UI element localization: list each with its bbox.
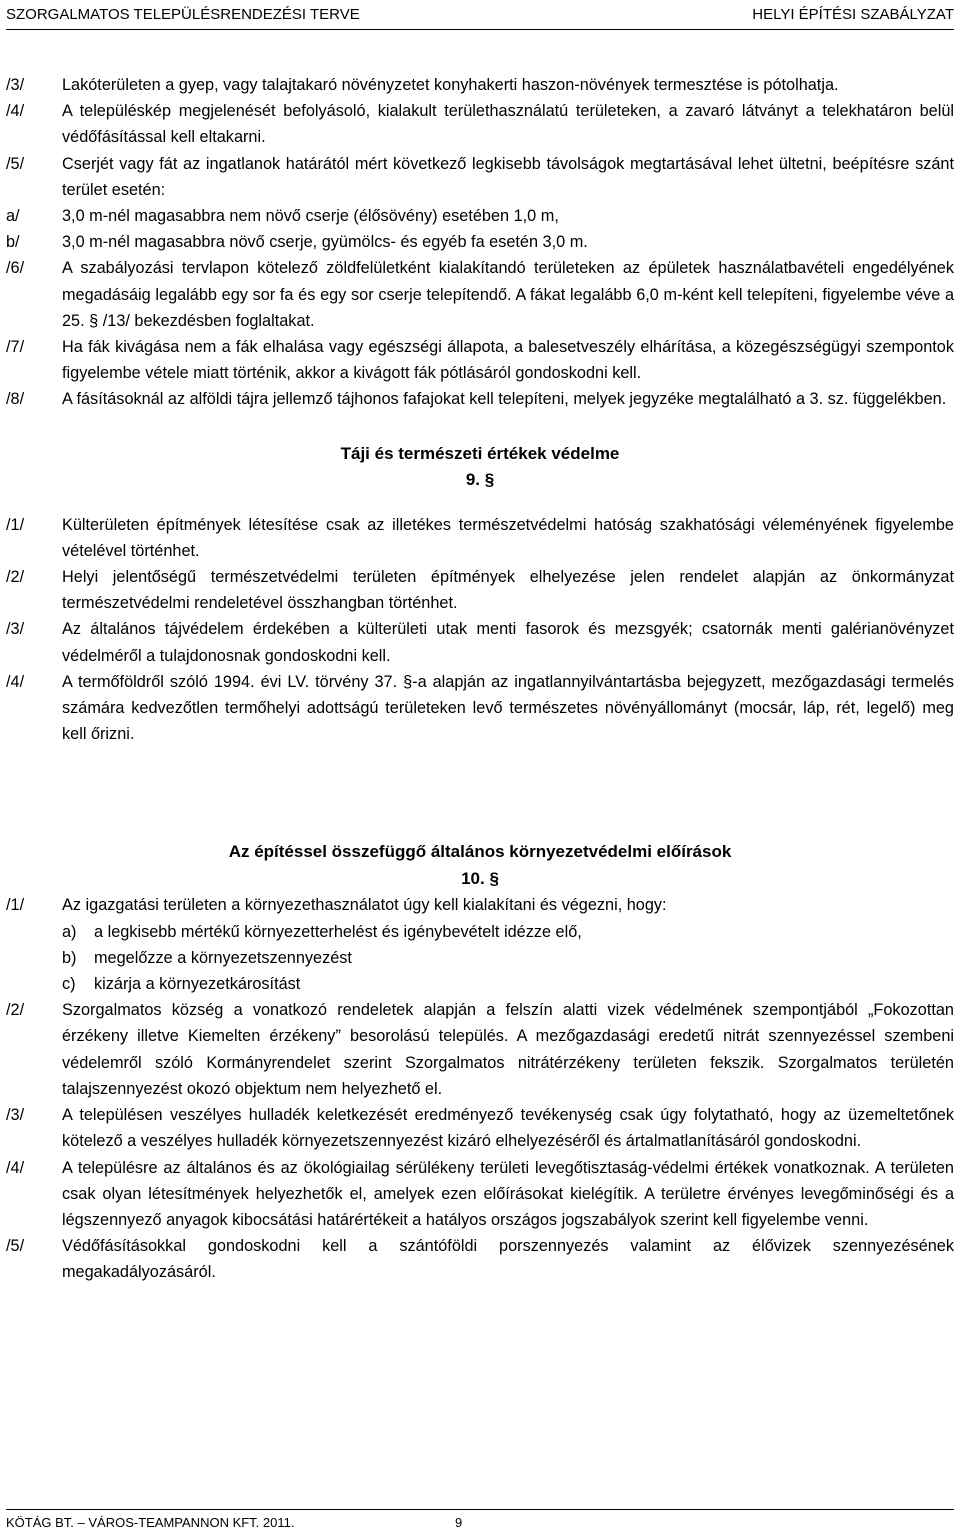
paragraph-text: Lakóterületen a gyep, vagy talajtakaró növényzetet konyhakerti haszon-növények termesztése is pótolhatja. — [62, 76, 839, 94]
paragraph-text: A fásításoknál az alföldi tájra jellemző tájhonos fafajokat kell telepíteni, melyek jegyzéke megtalálható a 3. sz. függelékben. — [62, 390, 947, 409]
list-item — [6, 229, 954, 255]
document-body — [6, 72, 954, 1286]
list-item-label: a) — [62, 922, 77, 941]
paragraph-number: /4/ — [6, 672, 25, 691]
paragraph-number: /5/ — [6, 154, 25, 173]
paragraph-number: /4/ — [6, 102, 25, 121]
paragraph-7 — [6, 334, 954, 386]
paragraph-5 — [6, 151, 954, 203]
section-9-paragraph-1 — [6, 512, 954, 564]
list-item-text: a legkisebb mértékű környezetterhelést és igénybevételt idézze elő, — [94, 922, 582, 941]
paragraph-text: Az általános tájvédelem érdekében a külterületi utak menti fasorok és mezsgyék; csatornák menti galérianövényzet védelméről a tulajdonosnak gondoskodni kell. — [62, 620, 954, 665]
footer-company-credit: KÖTÁG BT. – VÁROS-TEAMPANNON KFT. 2011. — [6, 1515, 295, 1530]
paragraph-text: A szabályozási tervlapon kötelező zöldfelületként kialakítandó területeken az épületek használatbavételi engedélyének megadásáig legalább egy sor fa és egy sor cserje telepítendő. A fákat legalább 6,0 m-ként kell telepíteni, figyelembe véve a 25. § /13/ bekezdésben foglaltakat. — [62, 259, 954, 330]
list-item — [6, 971, 954, 997]
paragraph-text: A településre az általános és az ökológiailag sérülékeny területi levegőtisztaság-védelmi értékek vonatkoznak. A területen csak olyan létesítmények helyezhetők el, amelyek ezen előírásokat kielégítik. A területre érvényes levegőminőségi és a légszennyező anyagok kibocsátási határértékeit a hatályos országos jogszabályok szerint kell figyelembe venni. — [62, 1158, 954, 1229]
section-10-paragraph-3 — [6, 1102, 954, 1154]
paragraph-text: Helyi jelentőségű természetvédelmi területen építmények elhelyezése jelen rendelet alapján az önkormányzat természetvédelmi rendeletével összhangban történhet. — [62, 568, 954, 613]
header-document-title: SZORGALMATOS TELEPÜLÉSRENDEZÉSI TERVE — [6, 6, 360, 23]
paragraph-number: /2/ — [6, 568, 25, 587]
paragraph-text: A településen veszélyes hulladék keletkezését eredményező tevékenység csak úgy folytatható, hogy az üzemeltetőnek kötelező a veszélyes hulladék környezetszennyezést kizáró elhelyezéséről és ártalmatlanításáról gondoskodni. — [62, 1106, 954, 1151]
section-10-paragraph-2 — [6, 997, 954, 1102]
paragraph-number: /5/ — [6, 1237, 25, 1256]
list-item-label: b/ — [6, 233, 20, 252]
section-9-paragraph-3 — [6, 616, 954, 668]
section-10-paragraph-1-list — [6, 919, 954, 998]
list-item — [6, 919, 954, 945]
paragraph-number: /8/ — [6, 390, 25, 409]
list-item-text: 3,0 m-nél magasabbra nem növő cserje (élősövény) esetében 1,0 m, — [62, 207, 559, 226]
paragraph-4 — [6, 98, 954, 150]
paragraph-text: Védőfásításokkal gondoskodni kell a szántóföldi porszennyezés valamint az élővizek szennyezésének megakadályozásáról. — [62, 1237, 954, 1282]
section-9-title: Táji és természeti értékek védelme — [340, 443, 620, 463]
section-10-paragraph-1 — [6, 892, 954, 918]
paragraph-number: /3/ — [6, 620, 25, 639]
page-header — [6, 0, 954, 30]
paragraph-number: /1/ — [6, 896, 25, 915]
list-item — [6, 203, 954, 229]
section-10-number: 10. § — [461, 868, 499, 888]
list-item-text: 3,0 m-nél magasabbra növő cserje, gyümölcs- és egyéb fa esetén 3,0 m. — [62, 233, 588, 252]
paragraph-text: Szorgalmatos község a vonatkozó rendeletek alapján a felszín alatti vizek védelmének szempontjából „Fokozottan érzékeny illetve Kiemelten érzékeny” besorolású település. A mezőgazdasági eredetű nitrát szennyezéssel szembeni védelemről szóló Kormányrendelet szerint Szorgalmatos nitrátérzékeny területen fekszik. Szorgalmatos területén talajszennyezést okozó objektum nem helyezhető el. — [62, 1001, 954, 1098]
paragraph-text: Ha fák kivágása nem a fák elhalása vagy egészségi állapota, a balesetveszély elhárítása, a közegészségügyi szempontok figyelembe vétele miatt történik, akkor a kivágott fák pótlásáról gondoskodni kell. — [62, 338, 954, 383]
section-10-paragraph-4 — [6, 1155, 954, 1234]
paragraph-6 — [6, 255, 954, 334]
paragraph-5-list — [6, 203, 954, 255]
list-item-label: c) — [62, 975, 76, 994]
paragraph-number: /3/ — [6, 76, 25, 94]
section-10-paragraph-5 — [6, 1233, 954, 1285]
paragraph-text: Cserjét vagy fát az ingatlanok határától mért következő legkisebb távolságok megtartásával lehet ültetni, beépítésre szánt terület esetén: — [62, 154, 954, 199]
paragraph-text: A termőföldről szóló 1994. évi LV. törvény 37. §-a alapján az ingatlannyilvántartásba bejegyzett, mezőgazdasági termelés számára kedvezőtlen termőhelyi adottságú területeken levő természetes növényállományt (mocsár, láp, rét, legelő) meg kell őrizni. — [62, 672, 954, 744]
list-item-text: megelőzze a környezetszennyezést — [94, 948, 352, 967]
list-item-text: kizárja a környezetkárosítást — [94, 975, 301, 994]
paragraph-8 — [6, 386, 954, 412]
paragraph-text: A településkép megjelenését befolyásoló, kialakult területhasználatú területeken, a zavaró látványt a telekhatáron belül védőfásítással kell eltakarni. — [62, 102, 954, 147]
section-9-paragraph-4 — [6, 669, 954, 748]
page-number: 9 — [455, 1515, 463, 1530]
list-item-label: b) — [62, 948, 77, 967]
list-item — [6, 945, 954, 971]
paragraph-number: /3/ — [6, 1106, 25, 1125]
page-footer — [6, 1509, 954, 1530]
paragraph-number: /7/ — [6, 338, 25, 357]
paragraph-number: /6/ — [6, 259, 25, 278]
paragraph-number: /1/ — [6, 515, 25, 534]
list-item-label: a/ — [6, 207, 20, 226]
paragraph-text: Az igazgatási területen a környezethasználatot úgy kell kialakítani és végezni, hogy: — [62, 896, 667, 915]
paragraph-3 — [6, 72, 954, 98]
paragraph-text: Külterületen építmények létesítése csak az illetékes természetvédelmi hatóság szakhatósági véleményének figyelembe vételével történhet. — [62, 515, 954, 560]
section-9-number: 9. § — [465, 470, 495, 490]
paragraph-number: /4/ — [6, 1158, 25, 1177]
paragraph-number: /2/ — [6, 1001, 25, 1020]
header-section-title: HELYI ÉPÍTÉSI SZABÁLYZAT — [752, 6, 954, 23]
section-10-title: Az építéssel összefüggő általános környezetvédelmi előírások — [228, 842, 732, 862]
section-9-paragraph-2 — [6, 564, 954, 616]
